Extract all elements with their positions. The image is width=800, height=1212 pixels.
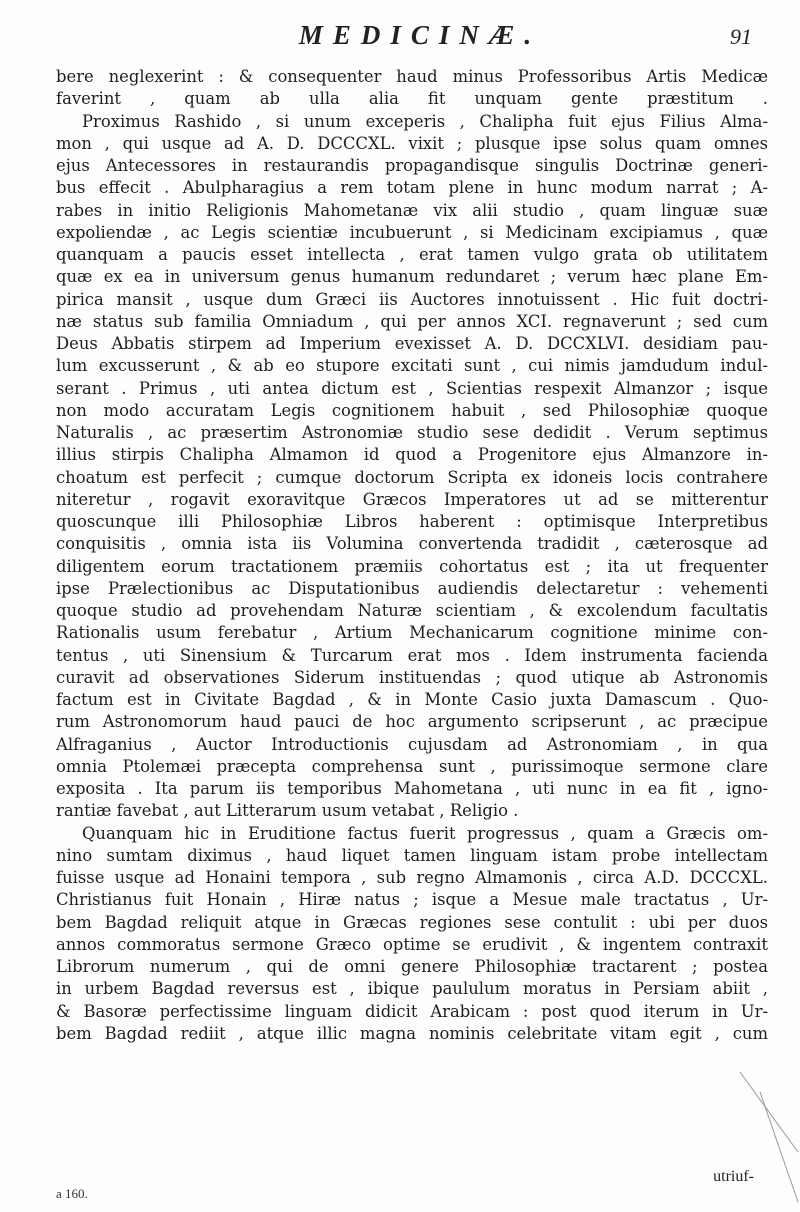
text-line: quæ ex ea in universum genus humanum redundaret ; verum hæc plane Em- — [56, 267, 768, 287]
text-line: nino sumtam diximus , haud liquet tamen linguam istam probe intellectam — [56, 845, 768, 865]
page-edge-mark — [720, 1052, 800, 1212]
text-line: quanquam a paucis esset intellecta , erat tamen vulgo grata ob utilitatem — [56, 245, 768, 264]
running-head — [0, 20, 800, 60]
text-line: lum excusserunt , & ab eo stupore excitati sunt , cui nimis jamdudum indul- — [56, 356, 768, 376]
text-line: mon , qui usque ad A. D. DCCCXL. vixit ; plusque ipse solus quam omnes — [56, 133, 768, 153]
text-line: næ status sub familia Omniadum , qui per annos XCI. regnaverunt ; sed cum — [56, 311, 768, 331]
body-text — [56, 66, 768, 1045]
text-line: quoscunque illi Philosophiæ Libros haberent : optimisque Interpretibus — [56, 512, 768, 531]
text-line: rabes in initio Religionis Mahometanæ vix alii studio , quam linguæ suæ — [56, 200, 768, 220]
catchword: utriuf- — [713, 1168, 754, 1185]
text-line: curavit ad observationes Siderum instituendas ; quod utique ab Astronomis — [56, 667, 768, 687]
text-line: rum Astronomorum haud pauci de hoc argumento scripserunt , ac præcipue — [56, 712, 768, 732]
text-line: ipse Prælectionibus ac Disputationibus audiendis delectaretur : vehementi — [56, 578, 768, 598]
text-line: exposita . Ita parum iis temporibus Mahometana , uti nunc in ea fit , igno- — [56, 779, 768, 798]
text-line: Deus Abbatis stirpem ad Imperium evexisset A. D. DCCXLVI. desidiam pau- — [56, 334, 768, 353]
text-line: non modo accuratam Legis cognitionem habuit , sed Philosophiæ quoque — [56, 400, 768, 420]
text-line: tentus , uti Sinensium & Turcarum erat mos . Idem instrumenta facienda — [56, 645, 768, 665]
text-line: Librorum numerum , qui de omni genere Philosophiæ tractarent ; postea — [56, 957, 768, 976]
text-line: bus effecit . Abulpharagius a rem totam plene in hunc modum narrat ; A- — [56, 178, 768, 198]
text-line: ejus Antecessores in restaurandis propagandisque singulis Doctrinæ generi- — [56, 156, 768, 175]
text-line: & Basoræ perfectissime linguam didicit Arabicam : post quod iterum in Ur- — [56, 1001, 768, 1021]
text-line: Alfraganius , Auctor Introductionis cujusdam ad Astronomiam , in qua — [56, 734, 768, 754]
text-line: Proximus Rashido , si unum exceperis , Chalipha fuit ejus Filius Alma- — [82, 111, 768, 131]
page-number: 91 — [730, 24, 752, 49]
footnote-signature: a 160. — [56, 1186, 88, 1201]
text-line: Rationalis usum ferebatur , Artium Mechanicarum cognitione minime con- — [56, 623, 768, 643]
text-line: pirica mansit , usque dum Græci iis Auctores innotuissent . Hic fuit doctri- — [56, 289, 768, 309]
text-line: diligentem eorum tractationem præmiis cohortatus est ; ita ut frequenter — [56, 556, 768, 576]
text-line: bere neglexerint : & consequenter haud minus Professoribus Artis Medicæ — [56, 67, 768, 86]
text-line: niteretur , rogavit exoravitque Græcos Imperatores ut ad se mitterentur — [56, 489, 768, 509]
text-line: expoliendæ , ac Legis scientiæ incubuerunt , si Medicinam excipiamus , quæ — [56, 222, 768, 242]
text-line: Quanquam hic in Eruditione factus fuerit progressus , quam a Græcis om- — [82, 823, 768, 843]
text-line: annos commoratus sermone Græco optime se erudivit , & ingentem contraxit — [56, 934, 768, 954]
text-line: Christianus fuit Honain , Hiræ natus ; isque a Mesue male tractatus , Ur- — [56, 890, 768, 910]
text-line: bem Bagdad reliquit atque in Græcas regiones sese contulit : ubi per duos — [56, 912, 768, 932]
text-line: fuisse usque ad Honaini tempora , sub regno Almamonis , circa A.D. DCCCXL. — [56, 868, 768, 887]
text-line: rantiæ favebat , aut Litterarum usum vetabat , Religio . — [56, 801, 519, 821]
text-line: choatum est perfecit ; cumque doctorum Scripta ex idoneis locis contrahere — [56, 467, 768, 487]
text-line: bem Bagdad rediit , atque illic magna nominis celebritate vitam egit , cum — [56, 1023, 768, 1043]
text-line: illius stirpis Chalipha Almamon id quod a Progenitore ejus Almanzore in- — [56, 445, 768, 465]
text-line: serant . Primus , uti antea dictum est , Scientias respexit Almanzor ; isque — [56, 378, 768, 398]
text-line: omnia Ptolemæi præcepta comprehensa sunt , purissimoque sermone clare — [56, 756, 768, 776]
text-line: in urbem Bagdad reversus est , ibique paululum moratus in Persiam abiit , — [56, 979, 768, 999]
text-line: factum est in Civitate Bagdad , & in Monte Casio juxta Damascum . Quo- — [56, 690, 768, 709]
page-footer — [56, 1168, 768, 1206]
text-line: faverint , quam ab ulla alia fit unquam gente præstitum . — [56, 89, 768, 109]
text-line: conquisitis , omnia ista iis Volumina convertenda tradidit , cæterosque ad — [56, 534, 768, 554]
text-line: quoque studio ad provehendam Naturæ scientiam , & excolendum facultatis — [56, 601, 768, 620]
running-title: MEDICINÆ. — [298, 20, 542, 50]
text-line: Naturalis , ac præsertim Astronomiæ studio sese dedidit . Verum septimus — [56, 423, 768, 442]
